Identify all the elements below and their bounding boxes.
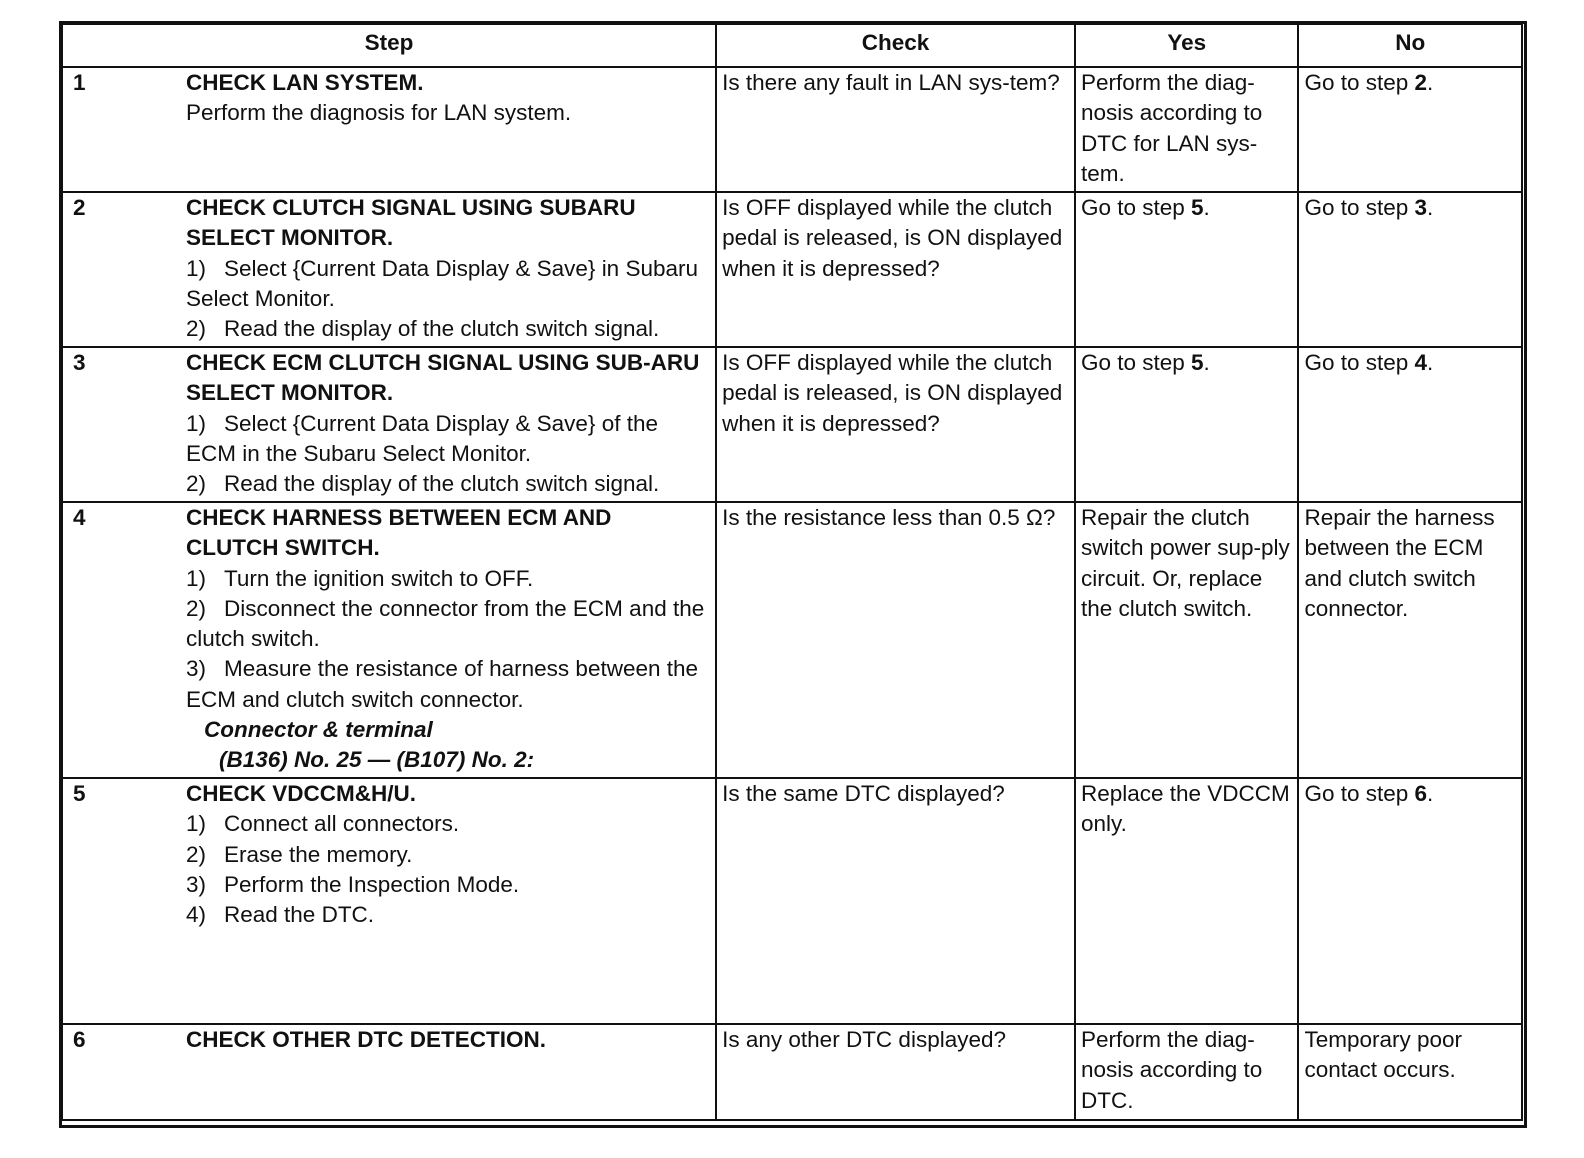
step-body xyxy=(186,193,710,344)
substep xyxy=(186,809,706,839)
yes-cell xyxy=(1075,347,1299,502)
step-body xyxy=(186,348,710,499)
substep-text: Erase the memory. xyxy=(224,841,413,867)
step-body xyxy=(186,1025,710,1055)
header-step: Step xyxy=(62,24,716,67)
yes-cell: Perform the diag-nosis according to DTC. xyxy=(1075,1024,1299,1120)
yes-cell: Repair the clutch switch power sup-ply circuit. Or, replace the clutch switch. xyxy=(1075,502,1299,778)
substep xyxy=(186,900,706,930)
no-cell xyxy=(1298,67,1522,192)
header-row xyxy=(62,24,1522,67)
step-cell xyxy=(62,778,716,1024)
step-body xyxy=(186,68,710,129)
no-prefix: Go to step xyxy=(1304,781,1415,806)
no-cell: Repair the harness between the ECM and clutch switch connector. xyxy=(1298,502,1522,778)
substep-text: Perform the Inspection Mode. xyxy=(224,871,520,897)
no-prefix: Go to step xyxy=(1304,70,1415,95)
check-cell: Is OFF displayed while the clutch pedal is released, is ON displayed when it is depressed? xyxy=(716,347,1075,502)
table-row xyxy=(62,192,1522,347)
step-text: Perform the diagnosis for LAN system. xyxy=(186,100,572,126)
substep-number: 3) xyxy=(186,656,207,682)
no-cell xyxy=(1298,192,1522,347)
substep-text: Select {Current Data Display & Save} of the ECM in the Subaru Select Monitor. xyxy=(186,410,658,466)
substep-text: Read the DTC. xyxy=(224,902,375,928)
substep xyxy=(186,469,706,499)
substep-number: 2) xyxy=(186,471,207,497)
substep-text: Turn the ignition switch to OFF. xyxy=(224,565,534,591)
no-suffix: . xyxy=(1427,781,1434,806)
step-number: 1 xyxy=(73,70,86,95)
substep-text: Read the display of the clutch switch signal. xyxy=(224,316,660,342)
step-body xyxy=(186,503,710,776)
substep-number: 1) xyxy=(186,255,207,281)
step-ref: 6 xyxy=(1414,781,1428,806)
no-cell xyxy=(1298,778,1522,1024)
step-cell xyxy=(62,347,716,502)
no-prefix: Go to step xyxy=(1304,350,1415,375)
substep-number: 3) xyxy=(186,871,207,897)
step-number: 2 xyxy=(73,195,86,220)
substep xyxy=(186,870,706,900)
yes-prefix: Go to step xyxy=(1080,195,1192,220)
substep-number: 2) xyxy=(186,595,207,621)
step-ref: 3 xyxy=(1414,195,1428,220)
no-cell xyxy=(1298,347,1522,502)
table-row xyxy=(62,778,1522,1024)
step-cell-inner xyxy=(68,503,710,776)
step-number: 5 xyxy=(73,781,86,806)
step-cell-inner xyxy=(68,348,710,499)
table-row xyxy=(62,347,1522,502)
step-heading: CHECK HARNESS BETWEEN ECM AND CLUTCH SWITCH. xyxy=(186,505,612,561)
step-cell-inner xyxy=(68,193,710,344)
substep-number: 2) xyxy=(186,841,207,867)
step-heading: CHECK CLUTCH SIGNAL USING SUBARU SELECT MONITOR. xyxy=(186,195,636,251)
step-number: 3 xyxy=(73,350,86,375)
spec-value: (B136) No. 25 — (B107) No. 2: xyxy=(219,747,535,773)
table-row xyxy=(62,1024,1522,1120)
yes-suffix: . xyxy=(1203,350,1210,375)
yes-suffix: . xyxy=(1203,195,1210,220)
step-cell-inner xyxy=(68,779,710,930)
yes-cell: Replace the VDCCM only. xyxy=(1075,778,1299,1024)
step-ref: 5 xyxy=(1191,195,1204,220)
substep xyxy=(186,314,706,344)
header-yes: Yes xyxy=(1075,24,1299,67)
substep xyxy=(186,654,706,715)
substep-number: 1) xyxy=(186,565,207,591)
check-cell: Is any other DTC displayed? xyxy=(716,1024,1075,1120)
substep xyxy=(186,409,706,470)
substep-text: Select {Current Data Display & Save} in Subaru Select Monitor. xyxy=(186,255,699,311)
substep xyxy=(186,594,706,655)
no-prefix: Go to step xyxy=(1304,195,1415,220)
substep-number: 4) xyxy=(186,902,207,928)
substep-number: 2) xyxy=(186,316,207,342)
step-body xyxy=(186,779,710,930)
step-ref: 5 xyxy=(1191,350,1204,375)
substep-text: Measure the resistance of harness between the ECM and clutch switch connector. xyxy=(186,656,699,712)
substep-text: Connect all connectors. xyxy=(224,811,460,837)
diagnostic-procedure-table xyxy=(61,23,1523,1121)
check-cell: Is OFF displayed while the clutch pedal is released, is ON displayed when it is depressed? xyxy=(716,192,1075,347)
step-cell xyxy=(62,192,716,347)
step-number: 6 xyxy=(73,1027,86,1052)
no-suffix: . xyxy=(1427,350,1434,375)
no-cell: Temporary poor contact occurs. xyxy=(1298,1024,1522,1120)
substep xyxy=(186,564,706,594)
step-cell xyxy=(62,502,716,778)
no-suffix: . xyxy=(1427,70,1434,95)
substep-number: 1) xyxy=(186,811,207,837)
substep-text: Read the display of the clutch switch signal. xyxy=(224,471,660,497)
step-heading: CHECK OTHER DTC DETECTION. xyxy=(186,1027,546,1052)
check-cell: Is the same DTC displayed? xyxy=(716,778,1075,1024)
substep-text: Disconnect the connector from the ECM and the clutch switch. xyxy=(186,595,705,652)
step-ref: 2 xyxy=(1414,70,1428,95)
step-cell-inner xyxy=(68,68,710,129)
step-cell-inner xyxy=(68,1025,710,1055)
yes-cell xyxy=(1075,192,1299,347)
substep xyxy=(186,254,706,315)
yes-cell: Perform the diag-nosis according to DTC for LAN sys-tem. xyxy=(1075,67,1299,192)
spec-title: Connector & terminal xyxy=(204,717,433,743)
step-number: 4 xyxy=(73,505,86,530)
step-heading: CHECK ECM CLUTCH SIGNAL USING SUB-ARU SELECT MONITOR. xyxy=(186,350,700,406)
check-cell: Is there any fault in LAN sys-tem? xyxy=(716,67,1075,192)
step-cell xyxy=(62,1024,716,1120)
step-heading: CHECK LAN SYSTEM. xyxy=(186,70,424,95)
step-cell xyxy=(62,67,716,192)
header-no: No xyxy=(1298,24,1522,67)
header-check: Check xyxy=(716,24,1075,67)
check-cell: Is the resistance less than 0.5 Ω? xyxy=(716,502,1075,778)
substep-number: 1) xyxy=(186,410,207,436)
table-row xyxy=(62,502,1522,778)
substep xyxy=(186,840,706,870)
step-heading: CHECK VDCCM&H/U. xyxy=(186,781,416,806)
step-ref: 4 xyxy=(1414,350,1428,375)
table-row xyxy=(62,67,1522,192)
no-suffix: . xyxy=(1427,195,1434,220)
yes-prefix: Go to step xyxy=(1080,350,1192,375)
